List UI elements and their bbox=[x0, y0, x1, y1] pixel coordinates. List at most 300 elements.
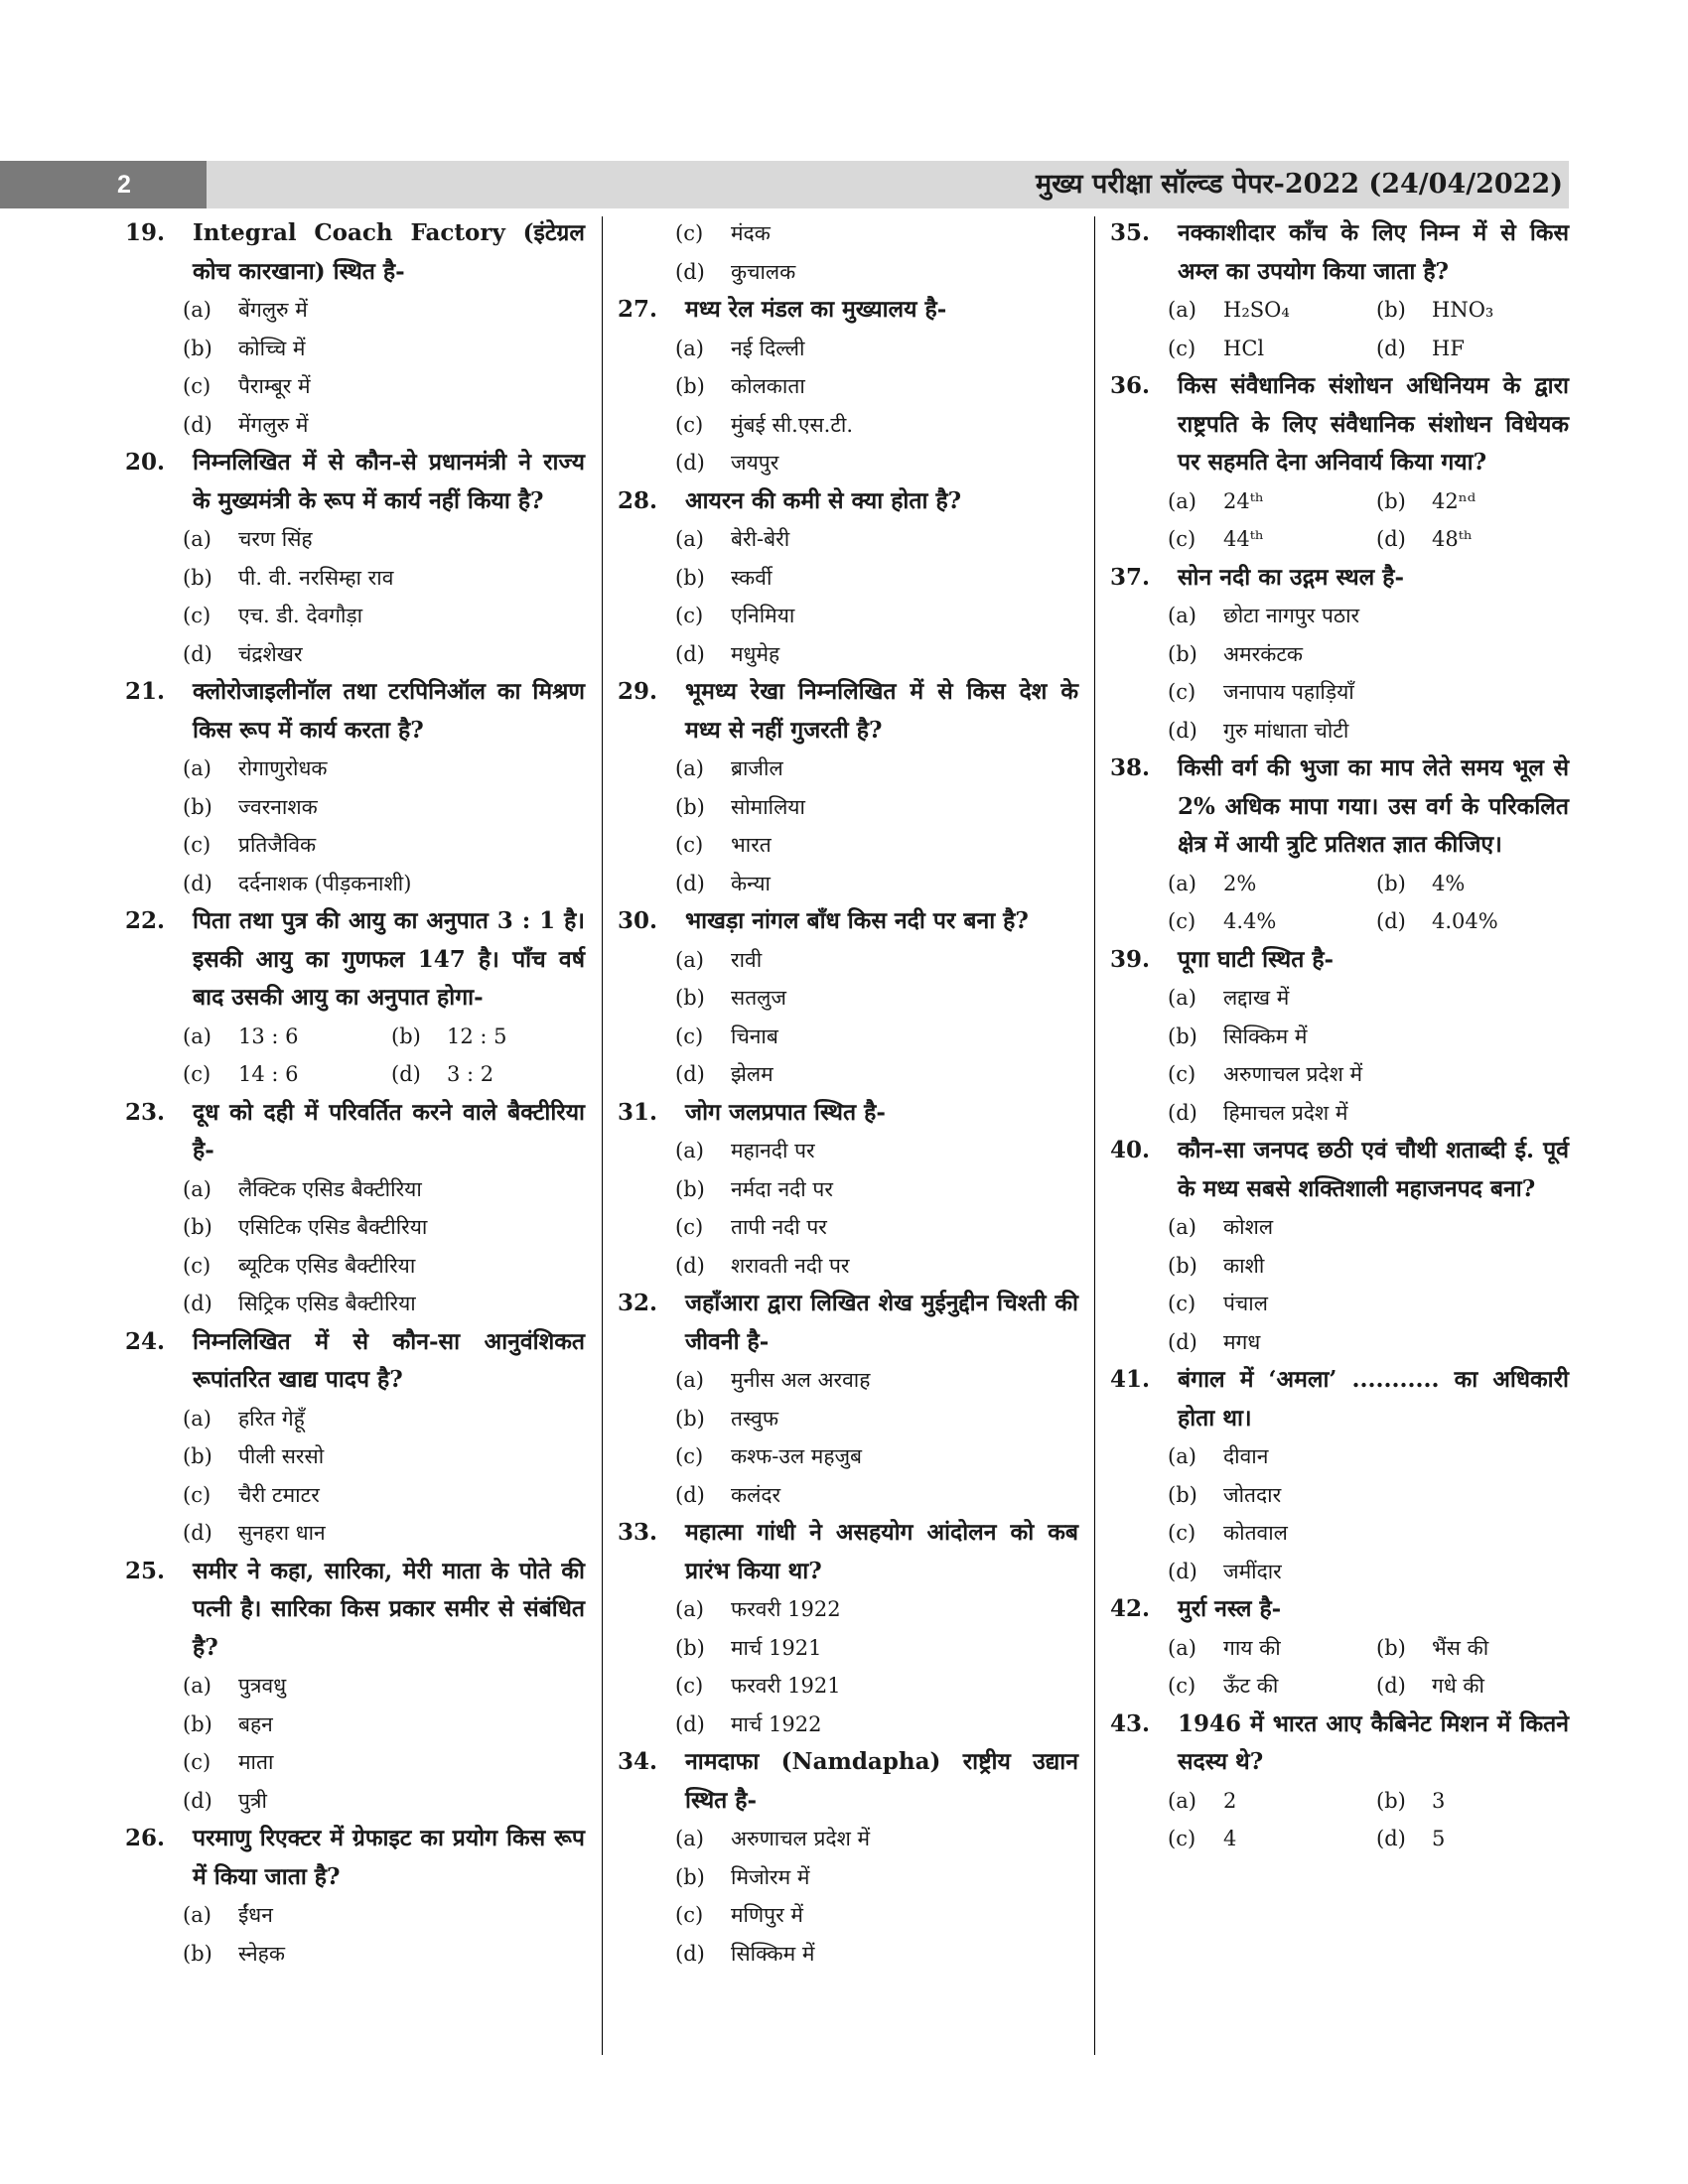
question-number: 38. bbox=[1110, 754, 1151, 781]
option-text: मेंगलुरु में bbox=[238, 412, 309, 437]
option-label: (c) bbox=[1168, 1827, 1196, 1850]
option bbox=[125, 1782, 585, 1821]
option-text: 48ᵗʰ bbox=[1432, 527, 1473, 551]
option-label: (b) bbox=[391, 1024, 421, 1048]
question-text: क्लोरोजाइलीनॉल तथा टरपिनिऑल का मिश्रण किस रूप में कार्य करता है? bbox=[193, 678, 585, 744]
option-text: कुचालक bbox=[731, 259, 796, 284]
option-text: 3 : 2 bbox=[447, 1062, 494, 1086]
option-text: कोच्चि में bbox=[238, 336, 306, 360]
option-label: (a) bbox=[1168, 871, 1196, 895]
question bbox=[1110, 750, 1569, 865]
option-label: (d) bbox=[1376, 1827, 1406, 1850]
option-label: (d) bbox=[183, 412, 212, 437]
question-number: 28. bbox=[618, 486, 658, 514]
option bbox=[618, 1896, 1078, 1935]
option-label: (a) bbox=[1168, 1635, 1196, 1660]
option-text: प्रतिजैविक bbox=[238, 833, 317, 857]
option-label: (c) bbox=[183, 1482, 211, 1507]
option-text: 2% bbox=[1223, 871, 1257, 895]
option bbox=[618, 865, 1078, 903]
option-label: (b) bbox=[1376, 1635, 1406, 1660]
option-label: (b) bbox=[183, 1215, 212, 1239]
option-text: पी. वी. नरसिम्हा राव bbox=[238, 565, 394, 590]
option bbox=[125, 330, 585, 368]
question-number: 41. bbox=[1110, 1366, 1151, 1393]
question-text: भूमध्य रेखा निम्नलिखित में से किस देश के मध्य से नहीं गुजरती है? bbox=[685, 678, 1078, 744]
option-label: (d) bbox=[1168, 1100, 1197, 1125]
option-row bbox=[1110, 291, 1569, 330]
option-text: काशी bbox=[1223, 1253, 1265, 1278]
question-block bbox=[125, 1553, 585, 1821]
question-text: दूध को दही में परिवर्तित करने वाले बैक्टीरिया है- bbox=[193, 1098, 585, 1163]
option-label: (c) bbox=[183, 604, 211, 627]
option-label: (b) bbox=[183, 336, 212, 360]
option bbox=[125, 1476, 585, 1515]
option bbox=[618, 1170, 1078, 1209]
question-number: 34. bbox=[618, 1748, 658, 1775]
option-text: सोमालिया bbox=[731, 794, 805, 819]
option-label: (d) bbox=[1376, 527, 1406, 551]
option-text: स्नेहक bbox=[238, 1941, 285, 1966]
option bbox=[618, 1247, 1078, 1286]
option-text: तस्वुफ bbox=[731, 1406, 779, 1431]
option-label: (d) bbox=[1376, 1674, 1406, 1698]
option bbox=[618, 444, 1078, 482]
option-label: (a) bbox=[1168, 604, 1196, 627]
option bbox=[125, 1935, 585, 1974]
option bbox=[1110, 1055, 1569, 1094]
option-label: (c) bbox=[183, 1253, 211, 1278]
question bbox=[1110, 214, 1569, 291]
question-number: 33. bbox=[618, 1519, 658, 1546]
option-label: (c) bbox=[675, 833, 704, 857]
option-label: (b) bbox=[1376, 1788, 1406, 1813]
option-label: (b) bbox=[183, 1444, 212, 1468]
option-label: (c) bbox=[183, 1062, 211, 1086]
option-label: (d) bbox=[1168, 1559, 1197, 1583]
question-block bbox=[1110, 559, 1569, 751]
option-row bbox=[1110, 330, 1569, 368]
option bbox=[125, 559, 585, 598]
option-text: ईंधन bbox=[238, 1903, 273, 1927]
option-text: रावी bbox=[731, 947, 763, 972]
question-text: कौन-सा जनपद छठी एवं चौथी शताब्दी ई. पूर्व के मध्य सबसे शक्तिशाली महाजनपद बना? bbox=[1178, 1137, 1569, 1202]
option-label: (a) bbox=[1168, 1788, 1196, 1813]
option-text: 2 bbox=[1223, 1788, 1237, 1813]
option bbox=[618, 1361, 1078, 1400]
option bbox=[125, 406, 585, 445]
question-block bbox=[618, 1285, 1078, 1514]
question-number: 24. bbox=[125, 1327, 166, 1355]
question bbox=[125, 1323, 585, 1400]
option-text: कलंदर bbox=[731, 1482, 781, 1507]
question bbox=[125, 1094, 585, 1170]
option-text: 14 : 6 bbox=[238, 1062, 299, 1086]
question-text: मध्य रेल मंडल का मुख्यालय है- bbox=[685, 296, 947, 323]
option-text: 4 bbox=[1223, 1827, 1237, 1850]
option-label: (a) bbox=[1168, 1215, 1196, 1239]
option-text: 24ᵗʰ bbox=[1223, 488, 1264, 513]
option-label: (d) bbox=[1168, 718, 1197, 743]
option bbox=[125, 1208, 585, 1247]
option-label: (a) bbox=[1168, 488, 1196, 513]
option-label: (c) bbox=[1168, 680, 1196, 704]
option-text: दीवान bbox=[1223, 1444, 1269, 1468]
option-text: एसिटिक एसिड बैक्टीरिया bbox=[238, 1215, 428, 1239]
option-label: (d) bbox=[1168, 1329, 1197, 1354]
option-label: (d) bbox=[675, 641, 705, 666]
option bbox=[1110, 1476, 1569, 1515]
option-text: अरुणाचल प्रदेश में bbox=[1223, 1062, 1363, 1086]
option bbox=[618, 826, 1078, 865]
question-block bbox=[125, 444, 585, 673]
option-text: मुंबई सी.एस.टी. bbox=[731, 412, 854, 437]
option bbox=[125, 1514, 585, 1553]
option bbox=[1110, 673, 1569, 712]
option-text: फरवरी 1922 bbox=[731, 1597, 841, 1621]
option bbox=[125, 520, 585, 559]
option-label: (c) bbox=[675, 221, 704, 245]
option-text: चरण सिंह bbox=[238, 527, 313, 551]
option-label: (b) bbox=[1168, 1482, 1197, 1507]
option bbox=[1168, 865, 1376, 903]
option-label: (c) bbox=[675, 412, 704, 437]
option-text: जोतदार bbox=[1223, 1482, 1282, 1507]
question-block bbox=[618, 1094, 1078, 1286]
option-label: (c) bbox=[1168, 1521, 1196, 1545]
option-text: जनापाय पहाड़ियाँ bbox=[1223, 680, 1354, 704]
option-label: (b) bbox=[1376, 298, 1406, 322]
option-label: (b) bbox=[675, 986, 705, 1010]
option-label: (c) bbox=[675, 604, 704, 627]
option bbox=[1376, 291, 1555, 330]
option bbox=[125, 597, 585, 635]
option-row bbox=[1110, 902, 1569, 941]
question-block bbox=[125, 1094, 585, 1323]
question-number: 25. bbox=[125, 1557, 166, 1584]
option bbox=[618, 1208, 1078, 1247]
option-label: (d) bbox=[675, 1482, 705, 1507]
option-label: (b) bbox=[675, 374, 705, 398]
question-text: 1946 में भारत आए कैबिनेट मिशन में कितने सदस्य थे? bbox=[1178, 1709, 1569, 1775]
option bbox=[1168, 902, 1376, 941]
question-number: 23. bbox=[125, 1098, 166, 1126]
question-text: निम्नलिखित में से कौन-से प्रधानमंत्री ने राज्य के मुख्यमंत्री के रूप में कार्य नहीं किया है? bbox=[193, 449, 585, 514]
option-row bbox=[1110, 865, 1569, 903]
option-label: (d) bbox=[675, 451, 705, 475]
option-label: (b) bbox=[1376, 871, 1406, 895]
option-text: HNO₃ bbox=[1432, 298, 1494, 322]
option-text: सतलुज bbox=[731, 986, 786, 1010]
option bbox=[618, 253, 1078, 292]
option bbox=[1110, 1208, 1569, 1247]
question-number: 27. bbox=[618, 296, 658, 323]
question-number: 29. bbox=[618, 678, 658, 705]
option-text: बेरी-बेरी bbox=[731, 527, 790, 551]
question-block bbox=[1110, 1590, 1569, 1706]
option-label: (d) bbox=[183, 1292, 212, 1315]
option-text: नर्मदा नदी पर bbox=[731, 1176, 833, 1201]
option-text: ब्राजील bbox=[731, 756, 783, 780]
option-label: (a) bbox=[183, 1903, 211, 1927]
option bbox=[618, 597, 1078, 635]
question-text: जोग जलप्रपात स्थित है- bbox=[685, 1098, 886, 1126]
option bbox=[1168, 1820, 1376, 1858]
question-text: Integral Coach Factory (इंटेग्रल कोच कारखाना) स्थित है- bbox=[193, 219, 585, 285]
option bbox=[618, 406, 1078, 445]
option bbox=[183, 1018, 391, 1056]
option-text: 13 : 6 bbox=[238, 1024, 299, 1048]
option-text: कोतवाल bbox=[1223, 1521, 1288, 1545]
question bbox=[618, 1514, 1078, 1590]
option-label: (a) bbox=[675, 1139, 704, 1162]
question-block bbox=[618, 214, 1078, 291]
option-label: (d) bbox=[391, 1062, 421, 1086]
option-label: (b) bbox=[183, 1711, 212, 1736]
option bbox=[1168, 1667, 1376, 1706]
option-text: एच. डी. देवगौड़ा bbox=[238, 604, 363, 627]
question bbox=[618, 482, 1078, 521]
question-number: 19. bbox=[125, 219, 166, 246]
option-text: बहन bbox=[238, 1711, 273, 1736]
option bbox=[1110, 1553, 1569, 1591]
question-text: समीर ने कहा, सारिका, मेरी माता के पोते की पत्नी है। सारिका किस प्रकार समीर से संबंधित है? bbox=[193, 1557, 585, 1661]
question-text: सोन नदी का उद्गम स्थल है- bbox=[1178, 563, 1405, 591]
option bbox=[1168, 1629, 1376, 1668]
option-text: पुत्री bbox=[238, 1788, 267, 1813]
option bbox=[1168, 520, 1376, 559]
option bbox=[1376, 520, 1555, 559]
option-text: तापी नदी पर bbox=[731, 1215, 827, 1239]
option bbox=[618, 367, 1078, 406]
option-label: (b) bbox=[1376, 488, 1406, 513]
option-label: (a) bbox=[183, 1674, 211, 1698]
option-label: (c) bbox=[675, 1674, 704, 1698]
option bbox=[125, 1247, 585, 1286]
question-number: 30. bbox=[618, 907, 658, 934]
option-text: H₂SO₄ bbox=[1223, 298, 1290, 322]
question-number: 21. bbox=[125, 678, 166, 705]
question-number: 22. bbox=[125, 907, 166, 934]
option-text: अमरकंटक bbox=[1223, 641, 1304, 666]
option-label: (d) bbox=[1376, 336, 1406, 360]
question-text: पिता तथा पुत्र की आयु का अनुपात 3 : 1 है। इसकी आयु का गुणफल 147 है। पाँच वर्ष बाद उसकी आयु का अनुपात होगा- bbox=[193, 907, 585, 1011]
option bbox=[618, 1132, 1078, 1170]
question bbox=[125, 1820, 585, 1896]
option-label: (a) bbox=[675, 756, 704, 780]
option bbox=[618, 750, 1078, 788]
option bbox=[1110, 1437, 1569, 1476]
option bbox=[1110, 979, 1569, 1018]
question-number: 26. bbox=[125, 1825, 166, 1851]
option bbox=[618, 1400, 1078, 1438]
question bbox=[618, 291, 1078, 330]
question-text: निम्नलिखित में से कौन-सा आनुवंशिकत रूपांतरित खाद्य पादप है? bbox=[193, 1327, 585, 1393]
option-text: 4.4% bbox=[1223, 909, 1277, 933]
option-label: (a) bbox=[183, 756, 211, 780]
question-number: 32. bbox=[618, 1290, 658, 1316]
option-text: मार्च 1921 bbox=[731, 1635, 822, 1660]
option bbox=[1168, 1782, 1376, 1821]
question-block bbox=[125, 902, 585, 1094]
option-text: रोगाणुरोधक bbox=[238, 756, 328, 780]
question-block bbox=[125, 673, 585, 902]
option-label: (a) bbox=[675, 336, 704, 360]
option-label: (c) bbox=[1168, 1292, 1196, 1315]
option-label: (a) bbox=[1168, 1444, 1196, 1468]
option-text: बेंगलुरु में bbox=[238, 298, 308, 322]
option bbox=[618, 330, 1078, 368]
option-text: मुनीस अल अरवाह bbox=[731, 1368, 871, 1392]
question bbox=[618, 902, 1078, 941]
question-number: 35. bbox=[1110, 219, 1151, 246]
option-text: लैक्टिक एसिड बैक्टीरिया bbox=[238, 1176, 422, 1201]
option-text: ब्यूटिक एसिड बैक्टीरिया bbox=[238, 1253, 416, 1278]
option-label: (c) bbox=[183, 833, 211, 857]
option-label: (b) bbox=[675, 1406, 705, 1431]
option-label: (c) bbox=[675, 1903, 704, 1927]
question-block bbox=[618, 482, 1078, 674]
option-text: स्कर्वी bbox=[731, 565, 773, 590]
question bbox=[125, 214, 585, 291]
option bbox=[125, 1400, 585, 1438]
option-label: (a) bbox=[1168, 298, 1196, 322]
option bbox=[125, 750, 585, 788]
option bbox=[125, 1170, 585, 1209]
option-label: (a) bbox=[183, 298, 211, 322]
question bbox=[618, 1743, 1078, 1820]
question bbox=[125, 1553, 585, 1668]
option-label: (b) bbox=[1168, 1024, 1197, 1048]
option-label: (c) bbox=[1168, 1062, 1196, 1086]
option bbox=[1376, 865, 1555, 903]
option-label: (a) bbox=[183, 1024, 211, 1048]
option bbox=[618, 1935, 1078, 1974]
option-label: (d) bbox=[675, 871, 705, 895]
option-text: जमींदार bbox=[1223, 1559, 1282, 1583]
option bbox=[1110, 1247, 1569, 1286]
option bbox=[125, 1667, 585, 1706]
page-title: मुख्य परीक्षा सॉल्व्ड पेपर-2022 (24/04/2022) bbox=[1035, 169, 1563, 200]
question-text: महात्मा गांधी ने असहयोग आंदोलन को कब प्रारंभ किया था? bbox=[685, 1519, 1078, 1584]
option-label: (c) bbox=[675, 1444, 704, 1468]
option bbox=[125, 1896, 585, 1935]
option-text: हिमाचल प्रदेश में bbox=[1223, 1100, 1348, 1125]
option bbox=[125, 1706, 585, 1744]
option bbox=[1110, 1285, 1569, 1323]
option-label: (c) bbox=[1168, 336, 1196, 360]
option bbox=[618, 1629, 1078, 1668]
question-number: 40. bbox=[1110, 1137, 1151, 1163]
option-label: (c) bbox=[1168, 1674, 1196, 1698]
option-label: (b) bbox=[675, 794, 705, 819]
option-text: 3 bbox=[1432, 1788, 1446, 1813]
option-label: (d) bbox=[183, 871, 212, 895]
question-column-3 bbox=[1110, 214, 1569, 1858]
option-text: कोलकाता bbox=[731, 374, 805, 398]
option-label: (d) bbox=[675, 1941, 705, 1966]
option-label: (a) bbox=[183, 1176, 211, 1201]
option-text: सुनहरा धान bbox=[238, 1521, 326, 1545]
column-divider bbox=[1094, 216, 1095, 2055]
question-number: 39. bbox=[1110, 945, 1151, 973]
option-text: ज्वरनाशक bbox=[238, 794, 318, 819]
option-text: मंदक bbox=[731, 221, 771, 245]
question-text: बंगाल में ‘अमला’ ........... का अधिकारी होता था। bbox=[1178, 1366, 1569, 1432]
option-text: 5 bbox=[1432, 1827, 1446, 1850]
option-text: 44ᵗʰ bbox=[1223, 527, 1264, 551]
option-text: अरुणाचल प्रदेश में bbox=[731, 1827, 871, 1850]
option bbox=[618, 520, 1078, 559]
option-label: (c) bbox=[183, 1750, 211, 1774]
option bbox=[1376, 1629, 1555, 1668]
option-row bbox=[1110, 1629, 1569, 1668]
question bbox=[1110, 941, 1569, 980]
option-text: गुरु मांधाता चोटी bbox=[1223, 718, 1349, 743]
option bbox=[618, 1820, 1078, 1858]
question-block bbox=[1110, 1132, 1569, 1361]
question-block bbox=[618, 902, 1078, 1094]
option bbox=[618, 1476, 1078, 1515]
option bbox=[618, 1590, 1078, 1629]
option-text: HCl bbox=[1223, 336, 1265, 360]
option-text: सिट्रिक एसिड बैक्टीरिया bbox=[238, 1292, 416, 1315]
option-text: 4.04% bbox=[1432, 909, 1498, 933]
question bbox=[1110, 367, 1569, 482]
option bbox=[1376, 1667, 1555, 1706]
option-label: (d) bbox=[183, 641, 212, 666]
option bbox=[1168, 291, 1376, 330]
question-text: नामदाफा (Namdapha) राष्ट्रीय उद्यान स्थित है- bbox=[685, 1748, 1078, 1814]
question-text: नक्काशीदार काँच के लिए निम्न में से किस अम्ल का उपयोग किया जाता है? bbox=[1178, 219, 1569, 285]
option-text: गधे की bbox=[1432, 1674, 1484, 1698]
option bbox=[618, 635, 1078, 674]
option-text: पुत्रवधु bbox=[238, 1674, 287, 1698]
option bbox=[618, 979, 1078, 1018]
option bbox=[1168, 482, 1376, 521]
question bbox=[1110, 559, 1569, 598]
option-text: HF bbox=[1432, 336, 1465, 360]
option bbox=[125, 635, 585, 674]
option-label: (c) bbox=[1168, 527, 1196, 551]
question-text: पूगा घाटी स्थित है- bbox=[1178, 945, 1335, 973]
question-text: भाखड़ा नांगल बाँध किस नदी पर बना है? bbox=[685, 907, 1029, 934]
question bbox=[125, 673, 585, 750]
option-text: गाय की bbox=[1223, 1635, 1281, 1660]
option-label: (b) bbox=[675, 565, 705, 590]
question-number: 37. bbox=[1110, 563, 1151, 591]
option-text: भैंस की bbox=[1432, 1635, 1489, 1660]
option-text: चैरी टमाटर bbox=[238, 1482, 320, 1507]
question bbox=[1110, 1361, 1569, 1437]
option-label: (a) bbox=[183, 527, 211, 551]
option-text: एनिमिया bbox=[731, 604, 795, 627]
option-label: (d) bbox=[675, 1711, 705, 1736]
column-divider bbox=[602, 216, 603, 2055]
option bbox=[1110, 635, 1569, 674]
option bbox=[125, 1437, 585, 1476]
question bbox=[1110, 1132, 1569, 1208]
option bbox=[618, 1858, 1078, 1897]
question-block bbox=[1110, 1361, 1569, 1590]
option bbox=[1376, 1820, 1555, 1858]
option-text: चंद्रशेखर bbox=[238, 641, 303, 666]
option-text: नई दिल्ली bbox=[731, 336, 805, 360]
option-text: माता bbox=[238, 1750, 274, 1774]
option-label: (d) bbox=[675, 1253, 705, 1278]
question-block bbox=[1110, 1706, 1569, 1858]
option-label: (d) bbox=[675, 1062, 705, 1086]
